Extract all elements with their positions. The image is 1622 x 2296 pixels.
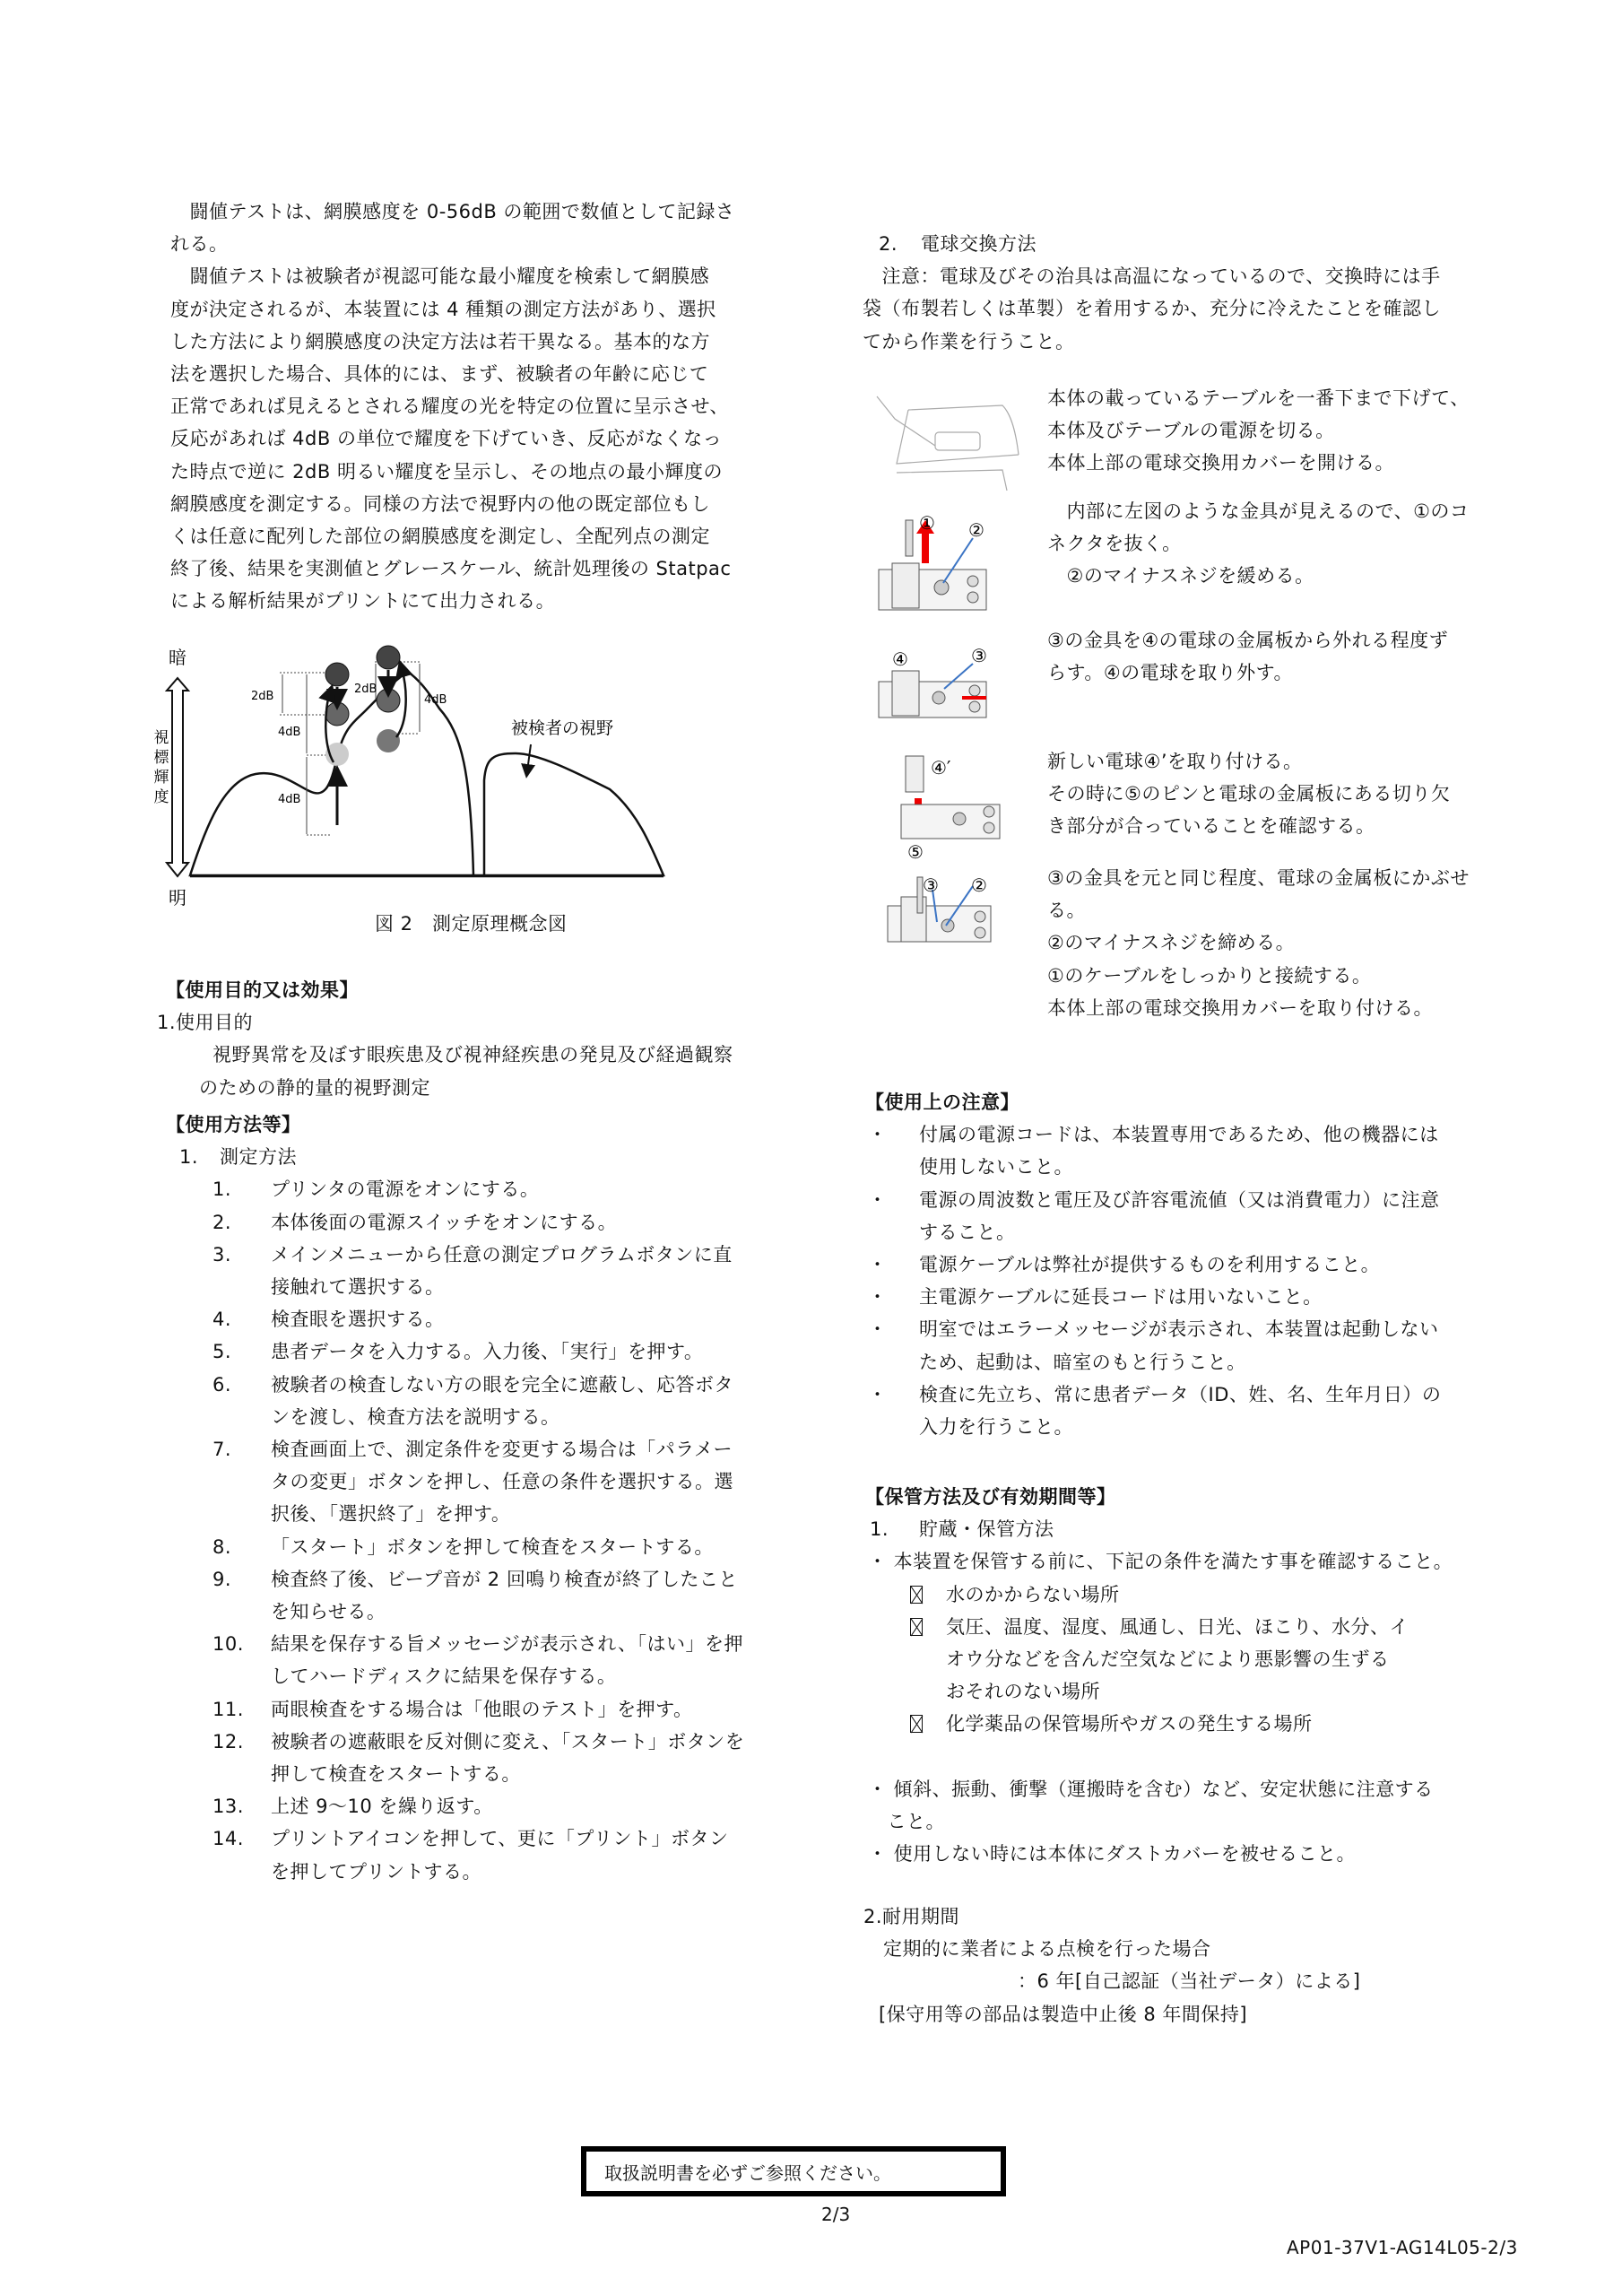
storage-note: こと。 <box>868 1811 945 1832</box>
step-text: タの変更」ボタンを押し、任意の条件を選択する。選 <box>271 1471 733 1493</box>
step-text: 上述 9～10 を繰り返す。 <box>271 1796 493 1818</box>
dB-label: 4dB <box>278 793 301 806</box>
axis-label <box>154 729 170 806</box>
storage-condition: 水のかからない場所 <box>946 1583 1120 1605</box>
intro-line: 闘値テストは、網膜感度を 0-56dB の範囲で数値として記録さ <box>170 201 735 222</box>
bullet: ・ <box>868 1188 888 1211</box>
step-text: 患者データを入力する。入力後、「実行」を押す。 <box>271 1341 704 1363</box>
precaution-text: 使用しないこと。 <box>919 1156 1073 1178</box>
section-heading-purpose: 【使用目的又は効果】 <box>166 979 359 1001</box>
storage-condition: 化学薬品の保管場所やガスの発生する場所 <box>946 1713 1313 1735</box>
intro-line: れる。 <box>170 233 229 256</box>
step-number: 10. <box>213 1633 244 1656</box>
storage-condition: おそれのない場所 <box>946 1681 1100 1703</box>
precaution-text: 電源ケーブルは弊社が提供するものを利用すること。 <box>919 1254 1381 1275</box>
bulb-sub-number: 2. <box>879 233 898 255</box>
bulb-step-text: ③の金具を④の電球の金属板から外れる程度ず <box>1047 630 1449 651</box>
stimulus-dot <box>377 646 400 669</box>
callout-3: ③ <box>923 874 939 896</box>
storage-note: ・ 傾斜、振動、衝撃（運搬時を含む）など、安定状態に注意する <box>868 1778 1434 1800</box>
callout-4: ④ <box>892 648 908 670</box>
axis-label-char: 輝 <box>153 769 169 787</box>
step-number: 13. <box>213 1796 244 1818</box>
axis-label-char: 視 <box>153 729 169 747</box>
step-text: 接触れて選択する。 <box>271 1276 445 1298</box>
measure-lines <box>282 664 420 834</box>
step-number: 1. <box>213 1178 232 1201</box>
bright-label: 明 <box>169 887 186 909</box>
stimulus-dot <box>377 729 400 752</box>
storage-sub-number: 1. <box>870 1518 889 1541</box>
step-number: 12. <box>213 1730 244 1752</box>
bulb-sub-title: 電球交換方法 <box>921 233 1037 255</box>
step-text: してハードディスクに結果を保存する。 <box>271 1665 617 1688</box>
step-text: 両眼検査をする場合は「他眼のテスト」を押す。 <box>271 1698 693 1720</box>
bulb-bracket-illustration-4 <box>883 870 1009 969</box>
stimulus-dot <box>325 663 349 686</box>
checkbox-icon <box>910 1715 923 1733</box>
bulb-step-text: ②のマイナスネジを締める。 <box>1047 932 1296 954</box>
bulb-step-text: る。 <box>1047 900 1086 922</box>
caution-line: 袋（布製若しくは革製）を着用するか、充分に冷えたことを確認し <box>863 298 1441 320</box>
page-number: 2/3 <box>821 2204 851 2225</box>
step-text: ンを渡し、検査方法を説明する。 <box>271 1405 560 1428</box>
lifetime-heading: 2.耐用期間 <box>863 1906 960 1927</box>
step-number: 9. <box>213 1568 232 1590</box>
visual-field-label: 被検者の視野 <box>511 718 614 738</box>
storage-note: ・ 使用しない時には本体にダストカバーを被せること。 <box>868 1843 1357 1866</box>
usage-sub-title: 測定方法 <box>220 1146 297 1169</box>
caution-line: てから作業を行うこと。 <box>863 330 1075 352</box>
step-text: を押してプリントする。 <box>271 1860 482 1883</box>
notice-box <box>581 2146 1006 2196</box>
dB-label: 4dB <box>278 726 301 739</box>
bulb-step-text: き部分が合っていることを確認する。 <box>1047 815 1375 838</box>
intro-line: による解析結果がプリントにて出力される。 <box>170 590 556 613</box>
callout-2: ② <box>968 519 984 541</box>
dB-label: 4dB <box>424 693 447 707</box>
checkbox-icon <box>910 1586 923 1604</box>
storage-condition: 気圧、温度、湿度、風通し、日光、ほこり、水分、イ <box>946 1615 1409 1638</box>
storage-sub-title: 貯蔵・保管方法 <box>919 1518 1054 1541</box>
bulb-step-text: ③の金具を元と同じ程度、電球の金属板にかぶせ <box>1047 867 1470 889</box>
step-number: 3. <box>213 1243 232 1265</box>
bulb-bracket-illustration-1 <box>870 511 995 628</box>
section-heading-storage: 【保管方法及び有効期間等】 <box>865 1486 1116 1508</box>
measurement-principle-figure <box>152 628 816 951</box>
callout-5: ⑤ <box>907 841 924 863</box>
step-number: 6. <box>213 1373 232 1396</box>
step-text: プリントアイコンを押して、更に「プリント」ボタン <box>271 1828 729 1850</box>
precaution-text: 入力を行うこと。 <box>919 1416 1073 1438</box>
lifetime-line: 定期的に業者による点検を行った場合 <box>883 1938 1211 1961</box>
precaution-text: 付属の電源コードは、本装置専用であるため、他の機器には <box>919 1124 1439 1146</box>
bulb-step-text: らす。④の電球を取り外す。 <box>1047 662 1293 684</box>
section-heading-precautions: 【使用上の注意】 <box>865 1091 1019 1113</box>
bullet: ・ <box>868 1286 888 1309</box>
step-text: 検査終了後、ビープ音が 2 回鳴り検査が終了したこと <box>271 1568 738 1590</box>
bulb-bracket-illustration-2 <box>874 646 1000 744</box>
bulb-step-text: ネクタを抜く。 <box>1047 533 1182 555</box>
bulb-step-text: 内部に左図のような金具が見えるので、①のコ <box>1047 500 1470 522</box>
step-text: 検査画面上で、測定条件を変更する場合は「パラメー <box>271 1439 733 1460</box>
luminance-axis-arrow <box>167 678 188 876</box>
lifetime-line: [保守用等の部品は製造中止後 8 年間保持] <box>879 2003 1248 2025</box>
lifetime-line: ：6 年[自己認証（当社データ）による] <box>1018 1970 1361 1993</box>
purpose-subheading: 1.使用目的 <box>157 1012 254 1034</box>
bulb-step-text: 本体上部の電球交換用カバーを取り付ける。 <box>1047 996 1433 1019</box>
intro-line: た時点で逆に 2dB 明るい耀度を呈示し、その地点の最小輝度の <box>170 460 723 483</box>
step-text: メインメニューから任意の測定プログラムボタンに直 <box>271 1243 733 1265</box>
step-text: 結果を保存する旨メッセージが表示され、「はい」を押 <box>271 1633 743 1656</box>
intro-line: 度が決定されるが、本装置には 4 種類の測定方法があり、選択 <box>170 298 716 320</box>
step-number: 11. <box>213 1698 244 1720</box>
figure-caption: 図 2 測定原理概念図 <box>375 913 568 935</box>
bulb-step-text: 本体の載っているテーブルを一番下まで下げて、 <box>1047 387 1470 409</box>
step-text: 本体後面の電源スイッチをオンにする。 <box>271 1211 618 1233</box>
instrument-cover-illustration <box>868 387 1029 495</box>
caution-line: 注意：電球及びその治具は高温になっているので、交換時には手 <box>863 265 1441 288</box>
precaution-text: 検査に先立ち、常に患者データ（ID、姓、名、生年月日）の <box>919 1383 1442 1405</box>
precaution-text: ため、起動は、暗室のもと行うこと。 <box>919 1351 1246 1373</box>
bullet: ・ <box>868 1318 888 1341</box>
intro-line: 終了後、結果を実測値とグレースケール、統計処理後の Statpac <box>170 558 732 580</box>
axis-label-char: 度 <box>153 788 169 806</box>
bullet: ・ <box>868 1254 888 1275</box>
dB-label: 2dB <box>251 690 274 703</box>
purpose-line: のための静的量的視野測定 <box>199 1076 430 1099</box>
step-text: 「スタート」ボタンを押して検査をスタートする。 <box>271 1535 714 1558</box>
step-number: 5. <box>213 1341 232 1363</box>
callout-2: ② <box>971 874 987 896</box>
intro-line: 網膜感度を測定する。同様の方法で視野内の他の既定部位もし <box>170 492 710 515</box>
step-text: 検査眼を選択する。 <box>271 1309 445 1331</box>
precaution-text: 主電源ケーブルに延長コードは用いないこと。 <box>919 1286 1323 1309</box>
dark-label: 暗 <box>169 647 186 668</box>
axis-label-char: 標 <box>153 749 169 767</box>
bulb-step-text: その時に⑤のピンと電球の金属板にある切り欠 <box>1047 783 1451 805</box>
bulb-step-text: 本体及びテーブルの電源を切る。 <box>1047 420 1335 442</box>
step-number: 7. <box>213 1439 232 1460</box>
bulb-step-text: 新しい電球④’を取り付ける。 <box>1047 751 1303 772</box>
callout-3: ③ <box>971 646 987 666</box>
intro-line: した方法により網膜感度の決定方法は若干異なる。基本的な方 <box>170 330 710 352</box>
step-text: を知らせる。 <box>271 1601 386 1622</box>
step-text: 被験者の遮蔽眼を反対側に変え、「スタート」ボタンを <box>271 1730 745 1752</box>
bulb-step-text: ②のマイナスネジを緩める。 <box>1047 565 1314 587</box>
precaution-text: 電源の周波数と電圧及び許容電流値（又は消費電力）に注意 <box>919 1188 1440 1211</box>
step-number: 4. <box>213 1309 232 1331</box>
storage-condition: オウ分などを含んだ空気などにより悪影響の生ずる <box>946 1648 1390 1670</box>
section-heading-usage: 【使用方法等】 <box>166 1114 301 1135</box>
intro-line: 反応があれば 4dB の単位で耀度を下げていき、反応がなくなっ <box>170 428 723 450</box>
usage-sub-number: 1. <box>179 1146 199 1169</box>
intro-line: くは任意に配列した部位の網膜感度を測定し、全配列点の測定 <box>170 526 710 547</box>
precaution-text: すること。 <box>919 1221 1016 1243</box>
step-text: 押して検査をスタートする。 <box>271 1763 521 1785</box>
callout-1: ① <box>919 512 935 534</box>
step-number: 8. <box>213 1535 232 1558</box>
checkbox-icon <box>910 1618 923 1636</box>
stimulus-dot <box>377 689 400 712</box>
step-text: プリンタの電源をオンにする。 <box>271 1178 540 1201</box>
step-number: 14. <box>213 1828 244 1850</box>
intro-line: 闘値テストは被験者が視認可能な最小耀度を検索して網膜感 <box>170 265 710 288</box>
step-text: 択後、「選択終了」を押す。 <box>271 1503 511 1526</box>
intro-line: 法を選択した場合、具体的には、まず、被験者の年齢に応じて <box>170 363 709 385</box>
bulb-step-text: 本体上部の電球交換用カバーを開ける。 <box>1047 452 1394 474</box>
step-number: 2. <box>213 1211 232 1233</box>
document-id: AP01-37V1-AG14L05-2/3 <box>1287 2237 1518 2258</box>
precaution-text: 明室ではエラーメッセージが表示され、本装置は起動しない <box>919 1318 1439 1341</box>
callout-4-prime: ④′ <box>931 757 951 778</box>
purpose-line: 視野異常を及ぼす眼疾患及び視神経疾患の発見及び経過観察 <box>213 1044 733 1066</box>
stimulus-dot <box>325 702 349 726</box>
notice-text: 取扱説明書を必ずご参照ください。 <box>604 2162 891 2184</box>
intro-line: 正常であれば見えるとされる耀度の光を特定の位置に呈示させ、 <box>170 396 729 418</box>
guide-lines <box>280 662 420 835</box>
bulb-step-text: ①のケーブルをしっかりと接続する。 <box>1047 964 1372 987</box>
dB-label: 2dB <box>354 683 377 696</box>
storage-lead: ・ 本装置を保管する前に、下記の条件を満たす事を確認すること。 <box>868 1551 1453 1573</box>
step-text: 被験者の検査しない方の眼を完全に遮蔽し、応答ボタ <box>271 1373 733 1396</box>
bulb-bracket-illustration-3 <box>888 749 1013 865</box>
bullet: ・ <box>868 1383 888 1405</box>
bullet: ・ <box>868 1124 888 1146</box>
